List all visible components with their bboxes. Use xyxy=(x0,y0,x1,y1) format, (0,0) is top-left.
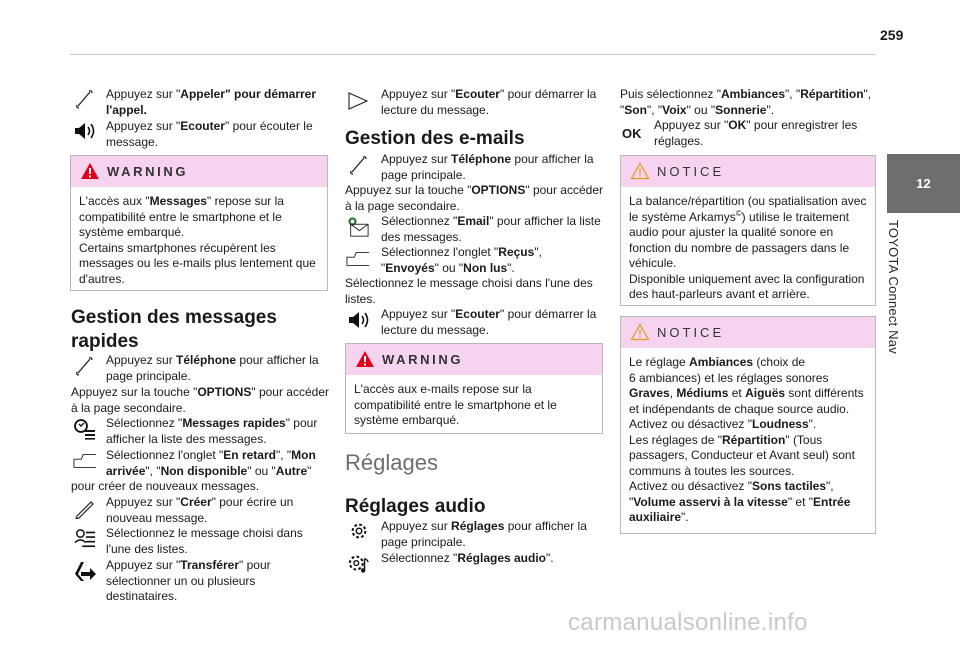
notice-body: La balance/répartition (ou spatialisation avec le système Arkamys©) utilise le traitement audio pour ajuster la qualité sonore en fonction du nombre de passagers dans le véhicule. Disponible uniquement avec la configuration des haut-parleurs avant et arrière. xyxy=(629,194,867,301)
notice-box-balance xyxy=(620,155,876,306)
notice-title: NOTICE xyxy=(657,164,725,179)
call-instruction: Appuyez sur "Appeler" pour démarrer l'appel. xyxy=(106,87,317,117)
chapter-title-text: TOYOTA Connect Nav xyxy=(886,220,901,354)
notice-triangle-icon xyxy=(630,323,650,341)
chapter-number: 12 xyxy=(916,176,931,191)
ok-instruction: Appuyez sur "OK" pour enregistrer les réglages. xyxy=(654,118,858,148)
warning-header xyxy=(346,344,602,375)
section-heading-quick-messages: Gestion des messages rapides xyxy=(71,307,277,352)
email-step-tabs: Sélectionnez l'onglet "Reçus", "Envoyés" ou "Non lus". xyxy=(381,245,542,275)
notice-body: Le réglage Ambiances (choix de 6 ambiances) et les réglages sonores Graves, Médiums et Aiguës sont différents et indépendants de chaque source audio. Activez ou désactivez "Loudness". Les réglages de "Répartition" (Tous passagers, Conducteur et Avant seul) sont communs à toutes les sources. Activez ou désactivez "Sons tactiles", "Volume asservi à la vitesse" et "Entrée auxiliaire". xyxy=(629,355,864,524)
play-icon xyxy=(346,90,370,112)
watermark: carmanualsonline.info xyxy=(568,609,808,636)
phone-call-icon xyxy=(74,88,98,110)
step-phone: Appuyez sur Téléphone pour afficher la page principale. xyxy=(106,353,319,383)
section-heading-settings: Réglages xyxy=(345,450,438,475)
warning-header xyxy=(71,156,327,187)
page-number: 259 xyxy=(880,27,904,43)
warning-body: L'accès aux e-mails repose sur la compatibilité entre le smartphone et le système embarqué. xyxy=(354,382,557,427)
chapter-title xyxy=(880,220,910,400)
step-options: Appuyez sur la touche "OPTIONS" pour accéder à la page secondaire. xyxy=(71,385,329,415)
email-step-select: Sélectionnez "Email" pour afficher la liste des messages. xyxy=(381,214,601,244)
step-quick-messages: Sélectionnez "Messages rapides" pour afficher la liste des messages. xyxy=(106,416,318,446)
step-tabs: Sélectionnez l'onglet "En retard", "Mon arrivée", "Non disponible" ou "Autre" xyxy=(106,448,316,478)
step-tabs-continued: pour créer de nouveaux messages. xyxy=(71,479,260,493)
pencil-icon xyxy=(74,497,98,519)
notice-header xyxy=(621,156,875,187)
step-create: Appuyez sur "Créer" pour écrire un nouveau message. xyxy=(106,495,294,525)
email-step-phone: Appuyez sur Téléphone pour afficher la page principale. xyxy=(381,152,594,182)
choose-ambience: Puis sélectionnez "Ambiances", "Répartition", "Son", "Voix" ou "Sonnerie". xyxy=(620,87,872,117)
message-list-icon xyxy=(73,528,97,550)
section-heading-email: Gestion des e-mails xyxy=(345,128,525,149)
speaker-icon xyxy=(346,309,370,331)
speaker-icon xyxy=(72,120,96,142)
settings-gear-icon xyxy=(347,520,371,542)
warning-box-messages xyxy=(70,155,328,291)
play-instruction: Appuyez sur "Ecouter" pour démarrer la lecture du message. xyxy=(381,87,597,117)
ok-icon: OK xyxy=(622,126,642,141)
tab-icon xyxy=(73,450,97,472)
email-icon xyxy=(346,216,370,238)
warning-body: L'accès aux "Messages" repose sur la compatibilité entre le smartphone et le système embarqué. Certains smartphones récupèrent les messages ou les e-mails plus lentement que d'autres. xyxy=(79,194,316,286)
email-step-listen: Appuyez sur "Ecouter" pour démarrer la lecture du message. xyxy=(381,307,597,337)
notice-title: NOTICE xyxy=(657,325,725,340)
warning-title: WARNING xyxy=(107,164,189,179)
audio-step-select: Sélectionnez "Réglages audio". xyxy=(381,551,554,565)
audio-settings-icon xyxy=(347,553,371,575)
email-step-select-message: Sélectionnez le message choisi dans l'une des listes. xyxy=(345,276,593,306)
step-select-message: Sélectionnez le message choisi dans l'une des listes. xyxy=(106,526,303,556)
warning-triangle-icon xyxy=(80,162,100,180)
tab-icon xyxy=(346,248,370,270)
listen-instruction: Appuyez sur "Ecouter" pour écouter le message. xyxy=(106,119,313,149)
notice-box-ambiences xyxy=(620,316,876,534)
warning-triangle-icon xyxy=(355,350,375,368)
phone-icon xyxy=(74,355,98,377)
warning-box-email xyxy=(345,343,603,434)
audio-step-settings: Appuyez sur Réglages pour afficher la page principale. xyxy=(381,519,587,549)
email-step-options: Appuyez sur la touche "OPTIONS" pour accéder à la page secondaire. xyxy=(345,183,603,213)
notice-triangle-icon xyxy=(630,162,650,180)
phone-icon xyxy=(348,154,372,176)
step-forward: Appuyez sur "Transférer" pour sélectionner un ou plusieurs destinataires. xyxy=(106,558,271,603)
section-heading-audio-settings: Réglages audio xyxy=(345,496,486,517)
header-rule xyxy=(70,54,876,55)
quick-message-icon xyxy=(73,418,97,440)
forward-icon xyxy=(73,560,97,582)
notice-header xyxy=(621,317,875,348)
warning-title: WARNING xyxy=(382,352,464,367)
